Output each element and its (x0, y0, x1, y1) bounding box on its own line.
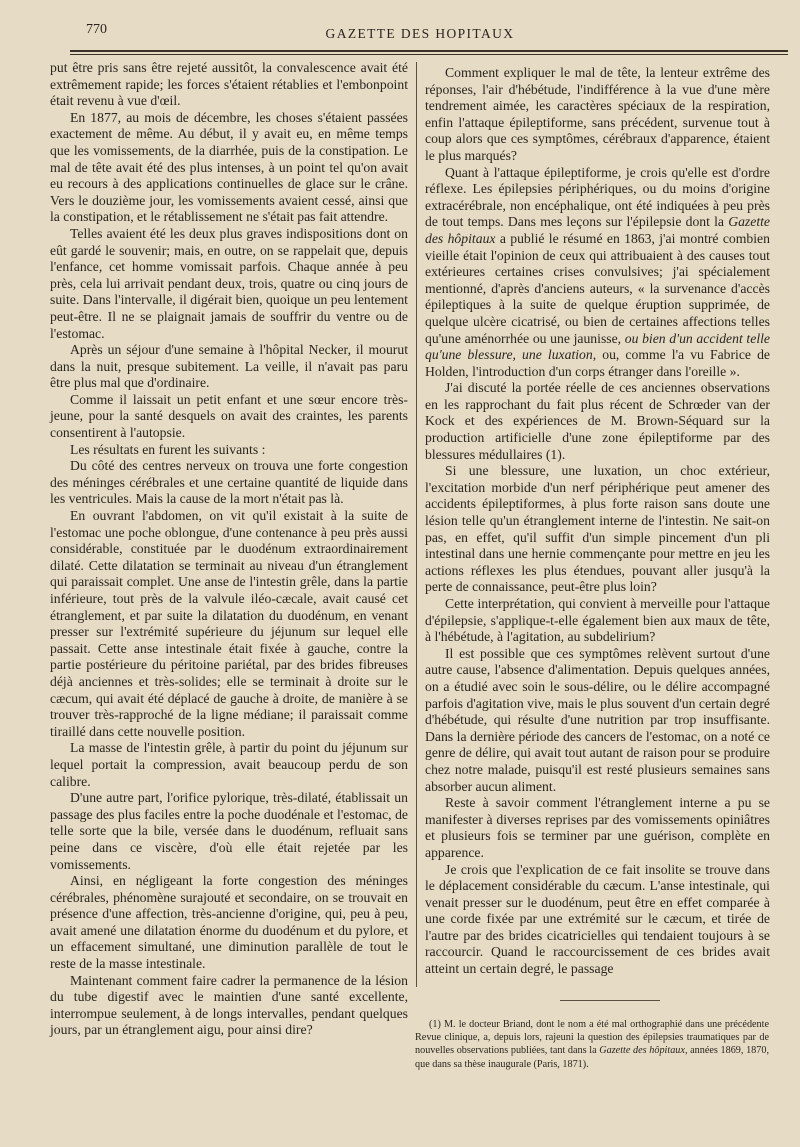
paragraph: Si une blessure, une luxation, un choc extérieur, l'excitation morbide d'un nerf périphérique peut amener des accidents épileptiformes, à plus forte raison sans doute une lésion telle qu'un étranglement interne de l'intestin. Ne sait-on pas, en effet, qu'il suffit d'un simple pincement d'un pli intestinal dans une hernie commençante pour mettre en jeu les actions réflexes les plus étendues, pouvant aller jusqu'à la perte de connaissance, peut-être plus loin? (425, 463, 770, 595)
footnote-text (415, 1018, 769, 1071)
text-run: (1) M. le docteur Briand, dont le nom a été mal orthographié dans une précédente Revue clinique, a, depuis lors, rajeuni la question des épilepsies traumatiques par de nouvelles observations publiées, tant dans la (415, 1019, 769, 1057)
paragraph: Après un séjour d'une semaine à l'hôpital Necker, il mourut dans la nuit, presque subitement. La veille, il n'avait pas paru être plus mal que d'ordinaire. (50, 342, 408, 391)
paragraph-mixed (425, 165, 770, 381)
paragraph: Il est possible que ces symptômes relèvent surtout d'une autre cause, l'absence d'alimentation. Depuis quelques années, on a étudié avec soin le sous-délire, ou le délire accompagné parfois d'agitation vive, mais le plus souvent d'un certain degré d'hébétude, qui résulte d'une nutrition par trop insuffisante. Dans la dernière période des cancers de l'estomac, on a noté ce genre de délire, qui avait tout autant de raison pour se produire chez notre malade, puisqu'il est resté plusieurs semaines sans absorber aucun aliment. (425, 645, 770, 794)
italic-run: Gazette des hôpitaux (599, 1045, 685, 1057)
paragraph: La masse de l'intestin grêle, à partir du point du jéjunum sur lequel portait la compression, avait beaucoup perdu de son calibre. (50, 740, 408, 789)
paragraph: Telles avaient été les deux plus graves indispositions dont on eût gardé le souvenir; mais, en outre, on se rappelait que, depuis l'enfance, cet homme vomissait parfois. Chaque année à peu près, cela lui arrivait pendant deux, trois, quatre ou cinq jours de suite. Dans l'intervalle, il digérait bien, quoique un peu lentement peut-être. Il ne se plaignait jamais de souffrir du ventre ou de l'estomac. (50, 225, 408, 341)
paragraph: Les résultats en furent les suivants : (70, 441, 266, 457)
page-number: 770 (86, 22, 107, 37)
italic-run: ou bien d'un accident telle qu'une blessure, une luxation (425, 330, 770, 363)
journal-title: GAZETTE DES HOPITAUX (325, 26, 515, 41)
footnote (415, 1018, 769, 1071)
header-rule (70, 50, 788, 55)
italic-run: Gazette des hôpitaux (425, 214, 770, 246)
paragraph: En ouvrant l'abdomen, on vit qu'il existait à la suite de l'estomac une poche oblongue, d'une contenance à peu près aussi considérable, constituée par le duodénum extraordinairement dilaté. Cette dilatation se terminait au niveau d'un étranglement qui paraissait complet. Une anse de l'intestin grêle, dans la partie inférieure, tout près de la valvule iléo-cæcale, avait causé cet étranglement, et par suite la dilatation du duodénum, en venant presser sur l'extrémité supérieure du jéjunum sur lequel elle passait. Cette anse intestinale était fixée à gauche, contre la partie postérieure du péritoine pariétal, par des brides fibreuses déjà anciennes et très-solides; elle se terminait à droite sur le cæcum, qui avait été déplacé de gauche à droite, de manière à se trouver très-rapproché de la ligne médiane; il paraissait comme tiraillé dans cette nouvelle position. (50, 508, 408, 739)
page-header (60, 22, 780, 46)
text-run: a publié le résumé en 1863, j'ai montré combien vieille était l'opinion de ceux qui attribuaient à des causes tout extérieures certaines crises convulsives; j'ai spécialement mentionné, d'après d'anciens auteurs, « la survenance d'accès épileptiques à la suite de quelque éruption supprimée, de quelque ulcère cicatrisé, ou bien de certaines affections telles qu'une aménorrhée ou une jaunisse, (425, 230, 770, 346)
paragraph: Cette interprétation, qui convient à merveille pour l'attaque d'épilepsie, s'applique-t-elle également bien aux maux de tête, à l'hébétude, à l'agitation, au subdelirium? (425, 596, 770, 645)
paragraph: Comme il laissait un petit enfant et une sœur encore très-jeune, pour la santé desquels on avait des craintes, les parents consentirent à l'autopsie. (50, 391, 408, 441)
paragraph: Maintenant comment faire cadrer la permanence de la lésion du tube digestif avec le maintien d'une santé excellente, interrompue seulement, à de longs intervalles, pendant quelques jours, par un étranglement aigu, pour ainsi dire? (50, 972, 408, 1038)
paragraph: Du côté des centres nerveux on trouva une forte congestion des méninges cérébrales et une certaine quantité de liquide dans les ventricules. Mais la cause de la mort n'était pas là. (50, 458, 408, 507)
paragraph: Je crois que l'explication de ce fait insolite se trouve dans le déplacement considérable du cæcum. L'anse intestinale, qui venait presser sur le duodénum, peut être en effet comparée à une corde fixée par une extrémité sur le cæcum, et tirée de l'autre par des brides cicatricielles qui tendaient toujours à se raccourcir. Quand le raccourcissement de ces brides avait atteint un certain degré, le passage (425, 861, 770, 977)
text-run: Quant à l'attaque épileptiforme, je crois qu'elle est d'ordre réflexe. Les épilepsies périphériques, ou du moins d'origine extracérébrale, non encéphalique, ont été indiquées à peu près de tout temps. Dans mes leçons sur l'épilepsie dont la (425, 164, 770, 230)
text-run: , années 1869, 1870, que dans sa thèse inaugurale (Paris, 1871). (415, 1045, 770, 1070)
column-divider (416, 62, 417, 987)
footnote-rule (560, 1000, 660, 1001)
left-column (50, 60, 408, 1039)
paragraph: J'ai discuté la portée réelle de ces anciennes observations en les rapprochant du fait plus récent de Schrœder van der Kock et des expériences de M. Brown-Séquard sur la production artificielle d'une zone épileptiforme par des blessures médullaires (1). (425, 380, 770, 462)
paragraph: put être pris sans être rejeté aussitôt, la convalescence avait été extrêmement rapide; les forces s'étaient rétablies et l'embonpoint était revenu à vue d'œil. (50, 60, 408, 109)
paragraph: Reste à savoir comment l'étranglement interne a pu se manifester à diverses reprises par des vomissements opiniâtres et plusieurs fois se terminer par une guérison, complète en apparence. (425, 795, 770, 860)
paragraph: Ainsi, en négligeant la forte congestion des méninges cérébrales, phénomène surajouté et secondaire, on se trouvait en présence d'une affection, très-ancienne d'origine, qui, peu à peu, avait amené une dilatation énorme du duodénum et du pylore, et un effacement simultané, une diminution parallèle de tout le reste de la masse intestinale. (50, 873, 408, 972)
paragraph: Comment expliquer le mal de tête, la lenteur extrême des réponses, l'air d'hébétude, l'indifférence à la vue d'une mère tendrement aimée, les caractères spéciaux de la respiration, enfin l'attaque épileptiforme, sans précédent, survenue tout à coup alors que ces symptômes, cérébraux d'apparence, étaient le plus marqués? (425, 65, 770, 163)
text-run: , ou, comme l'a vu Fabrice de Holden, l'introduction d'un corps étranger dans l'oreille ». (425, 347, 770, 379)
paragraph: D'une autre part, l'orifice pylorique, très-dilaté, établissait un passage des plus faciles entre la poche duodénale et l'estomac, de telle sorte que la bile, versée dans le duodénum, refluait sans peine dans ce viscère, d'où elle était rejetée par les vomissements. (50, 790, 408, 872)
right-column (425, 65, 770, 978)
paragraph: En 1877, au mois de décembre, les choses s'étaient passées exactement de même. Au début, il y avait eu, en même temps que les vomissements, de la diarrhée, puis de la constipation. Le mal de tête avait été des plus intenses, à un point tel qu'on avait eu recours à des applications continuelles de glace sur le crâne. Vers le douzième jour, les vomissements avaient cessé, ainsi que la constipation, et le rétablissement ne s'était pas fait attendre. (50, 109, 408, 225)
